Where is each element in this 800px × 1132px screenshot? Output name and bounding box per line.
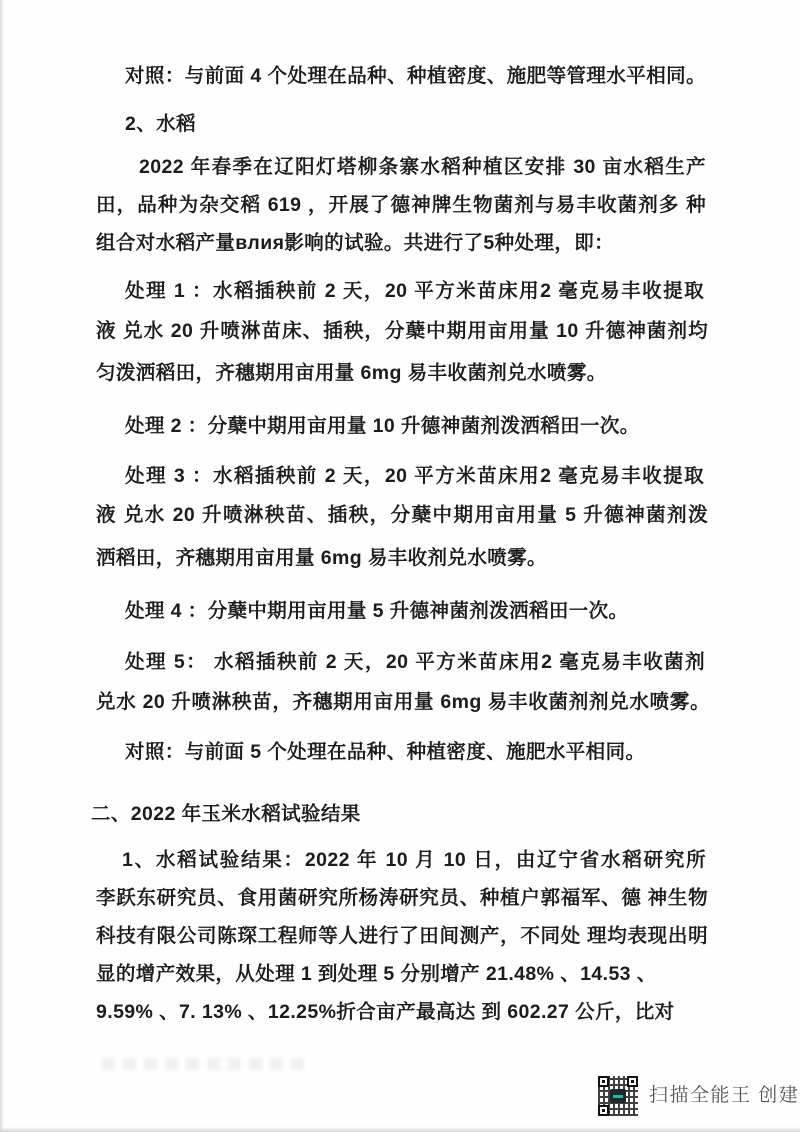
text-line: 科技有限公司陈琛工程师等人进行了田间测产，不同处 理均表现出明 (96, 925, 708, 947)
text-line: 对照：与前面 4 个处理在品种、种植密度、施肥等管理水平相同。 (125, 65, 706, 87)
text-line: 液 兑水 20 升喷淋苗床、插秧，分蘖中期用亩用量 10 升德神菌剂均 (96, 320, 708, 342)
scan-edge-bottom (0, 1127, 800, 1132)
bleed-through-ghost (102, 1058, 312, 1070)
text-line: 处理 3 ：水稻插秧前 2 天，20 平方米苗床用2 毫克易丰收提取 (125, 465, 704, 487)
text-line: 匀泼洒稻田，齐穗期用亩用量 6mg 易丰收菌剂兑水喷雾。 (96, 362, 607, 384)
text-line: 2022 年春季在辽阳灯塔柳条寨水稻种植区安排 30 亩水稻生产 (139, 156, 706, 178)
text-line: 处理 2 ：分蘖中期用亩用量 10 升德神菌剂泼洒稻田一次。 (125, 415, 640, 437)
text-line: 李跃东研究员、食用菌研究所杨涛研究员、种植户郭福军、德 神生物 (96, 887, 708, 909)
text-line: 处理 4 ：分蘖中期用亩用量 5 升德神菌剂泼洒稻田一次。 (125, 600, 629, 622)
text-line: 显的增产效果，从处理 1 到处理 5 分别增产 21.48% 、14.53 、 (96, 963, 657, 985)
text-line: 兑水 20 升喷淋秧苗，齐穗期用亩用量 6mg 易丰收菌剂剂兑水喷雾。 (96, 691, 710, 713)
camscanner-logo-icon (610, 1089, 626, 1103)
scan-edge-left (0, 0, 4, 1132)
text-line: 2、水稻 (125, 113, 196, 135)
text-line: 处理 1 ：水稻插秧前 2 天，20 平方米苗床用2 毫克易丰收提取 (125, 280, 704, 302)
text-line: 处理 5： 水稻插秧前 2 天，20 平方米苗床用2 毫克易丰收菌剂 (125, 651, 705, 673)
qr-finder-icon (598, 1076, 609, 1087)
text-line: 二、2022 年玉米水稻试验结果 (91, 803, 361, 825)
camscanner-qr-icon (598, 1076, 638, 1116)
text-line: 洒稻田，齐穗期用亩用量 6mg 易丰收剂兑水喷雾。 (96, 547, 547, 569)
qr-finder-icon (598, 1105, 609, 1116)
scanner-watermark-caption: 扫描全能王 创建 (649, 1085, 800, 1106)
text-line: 对照：与前面 5 个处理在品种、种植密度、施肥水平相同。 (125, 741, 646, 763)
qr-finder-icon (627, 1076, 638, 1087)
text-line: 组合对水稻产量влия影响的试验。共进行了5种处理，即： (96, 232, 615, 254)
text-line: 田，品种为杂交稻 619 ，开展了德神牌生物菌剂与易丰收菌剂多 种 (96, 194, 706, 216)
text-line: 9.59% 、7. 13% 、12.25%折合亩产最高达 到 602.27 公斤，比对 (96, 1001, 675, 1023)
text-line: 液 兑水 20 升喷淋秧苗、插秧，分蘖中期用亩用量 5 升德神菌剂泼 (96, 504, 708, 526)
text-line: 1、水稻试验结果：2022 年 10 月 10 日，由辽宁省水稻研究所 (122, 849, 706, 871)
